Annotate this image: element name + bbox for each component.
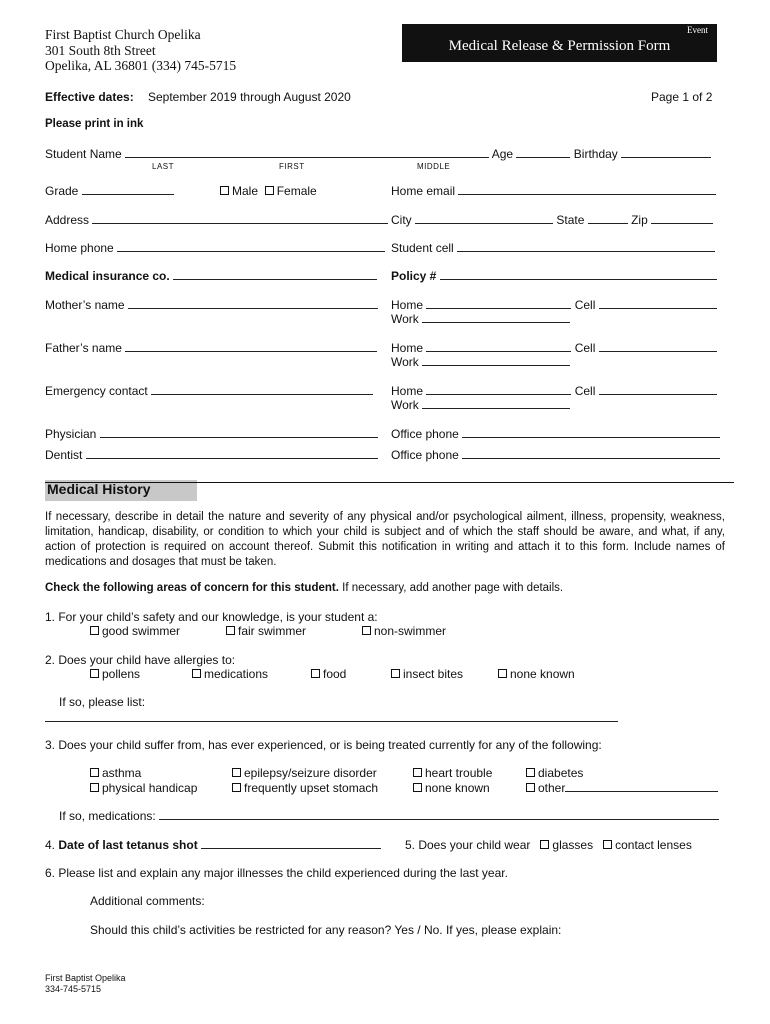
q3-opt-asthma[interactable]	[90, 766, 141, 780]
physician-field[interactable]	[100, 427, 378, 438]
checkbox[interactable]	[90, 626, 99, 635]
student-cell-label: Student cell	[391, 241, 454, 255]
father-phones	[391, 341, 717, 355]
option-label: none known	[510, 667, 575, 681]
instructions-paragraph: If necessary, describe in detail the nature and severity of any physical and/or psychological ailment, illness, propensity, weakness, limitation, handicap, disability, or condition to which your child is subject and of which the staff should be aware, and what, if any, action of protection is required on account thereof. Submit this notification in writing and attach it to this form. Include names of medications and dosages that must be taken.	[45, 511, 725, 568]
father-name-field[interactable]	[125, 341, 377, 352]
contacts-checkbox[interactable]	[603, 840, 612, 849]
q2-text: 2. Does your child have allergies to:	[45, 653, 236, 667]
q3-other-field[interactable]	[565, 781, 718, 792]
q2-list-label: If so, please list:	[59, 695, 146, 709]
student-name-label: Student Name	[45, 147, 122, 161]
grade-field[interactable]	[82, 184, 174, 195]
q1-opt-non[interactable]	[362, 624, 446, 638]
home-phone-group	[45, 241, 385, 255]
dentist-label: Dentist	[45, 448, 83, 462]
father-label: Father’s name	[45, 341, 122, 355]
father-work-group	[391, 355, 570, 369]
dentist-office-group	[391, 448, 720, 462]
q4-label: Date of last tetanus shot	[58, 838, 198, 852]
glasses-label: glasses	[552, 838, 594, 852]
option-label: epilepsy/seizure disorder	[244, 766, 377, 780]
footer-phone: 334-745-5715	[45, 984, 102, 994]
father-cell-label: Cell	[574, 341, 596, 355]
restriction-question: Should this child’s activities be restricted for any reason? Yes / No. If yes, please explain:	[90, 923, 562, 937]
q2-opt-food[interactable]	[311, 667, 346, 681]
home-phone-label: Home phone	[45, 241, 114, 255]
q2-opt-medications[interactable]	[192, 667, 268, 681]
zip-field[interactable]	[651, 213, 713, 224]
option-label: physical handicap	[102, 781, 198, 795]
middle-sublabel: MIDDLE	[417, 162, 451, 171]
q3-opt-epilepsy[interactable]	[232, 766, 377, 780]
policy-label: Policy #	[391, 269, 437, 283]
q1-opt-good[interactable]	[90, 624, 180, 638]
q3-opt-heart[interactable]	[413, 766, 492, 780]
father-group	[45, 341, 377, 355]
form-title-box	[402, 24, 717, 62]
student-cell-group	[391, 241, 715, 255]
org-street: 301 South 8th Street	[45, 42, 156, 58]
home-email-group	[391, 184, 716, 198]
checkbox[interactable]	[526, 783, 535, 792]
checkbox[interactable]	[362, 626, 371, 635]
dentist-office-field[interactable]	[462, 448, 720, 459]
mother-home-field[interactable]	[426, 298, 571, 309]
option-label: fair swimmer	[238, 624, 306, 638]
org-name: First Baptist Church Opelika	[45, 27, 201, 42]
father-home-label: Home	[391, 341, 424, 355]
q3-opt-stomach[interactable]	[232, 781, 378, 795]
print-note: Please print in ink	[45, 118, 144, 130]
emergency-work-group	[391, 398, 570, 412]
tetanus-date-field[interactable]	[201, 838, 381, 849]
mother-work-field[interactable]	[422, 312, 570, 323]
option-label: insect bites	[403, 667, 464, 681]
male-label: Male	[232, 184, 259, 198]
q3-text: 3. Does your child suffer from, has ever experienced, or is being treated currently for any of the following:	[45, 738, 602, 752]
emergency-name-field[interactable]	[151, 384, 373, 395]
mother-label: Mother’s name	[45, 298, 125, 312]
option-label: frequently upset stomach	[244, 781, 379, 795]
student-cell-field[interactable]	[457, 241, 715, 252]
option-label: asthma	[102, 766, 142, 780]
footer-org: First Baptist Opelika	[45, 973, 126, 983]
father-cell-field[interactable]	[599, 341, 717, 352]
last-sublabel: LAST	[152, 162, 175, 171]
org-city-phone: Opelika, AL 36801 (334) 745-5715	[45, 58, 237, 73]
mother-work-label: Work	[391, 312, 419, 326]
emergency-cell-field[interactable]	[599, 384, 717, 395]
home-phone-field[interactable]	[117, 241, 385, 252]
female-label: Female	[276, 184, 317, 198]
emergency-work-field[interactable]	[422, 398, 570, 409]
emergency-group	[45, 384, 373, 398]
emergency-home-field[interactable]	[426, 384, 571, 395]
policy-group	[391, 269, 717, 283]
event-tag: Event	[687, 25, 708, 35]
emergency-work-label: Work	[391, 398, 419, 412]
mother-name-field[interactable]	[128, 298, 378, 309]
emergency-phones	[391, 384, 717, 398]
option-label: non-swimmer	[374, 624, 447, 638]
mother-phones	[391, 298, 717, 312]
org-address-block	[45, 27, 236, 74]
dentist-field[interactable]	[86, 448, 378, 459]
q5-group	[405, 838, 692, 852]
physician-office-label: Office phone	[391, 427, 459, 441]
state-field[interactable]	[588, 213, 628, 224]
home-email-label: Home email	[391, 184, 456, 198]
q1-text: 1. For your child’s safety and our knowledge, is your student a:	[45, 610, 378, 624]
physician-label: Physician	[45, 427, 97, 441]
gender-group	[220, 184, 317, 198]
effective-dates: September 2019 through August 2020	[148, 90, 351, 104]
mother-cell-label: Cell	[574, 298, 596, 312]
birthday-label: Birthday	[573, 147, 618, 161]
option-label: diabetes	[538, 766, 584, 780]
effective-label: Effective dates:	[45, 90, 134, 104]
insurance-field[interactable]	[173, 269, 377, 280]
additional-comments-label: Additional comments:	[90, 894, 205, 908]
insurance-label: Medical insurance co.	[45, 269, 170, 283]
address-field[interactable]	[92, 213, 388, 224]
grade-group	[45, 184, 174, 198]
checkbox[interactable]	[413, 768, 422, 777]
mother-cell-field[interactable]	[599, 298, 717, 309]
q3-meds-label: If so, medications:	[59, 809, 156, 823]
checkbox[interactable]	[526, 768, 535, 777]
emergency-cell-label: Cell	[574, 384, 596, 398]
q1-opt-fair[interactable]	[226, 624, 306, 638]
emergency-label: Emergency contact	[45, 384, 148, 398]
checkbox[interactable]	[413, 783, 422, 792]
city-label: City	[391, 213, 412, 227]
check-instructions	[45, 582, 563, 594]
glasses-checkbox[interactable]	[540, 840, 549, 849]
q3-meds-field[interactable]	[159, 809, 719, 820]
q3-meds-group	[59, 809, 719, 823]
option-label: heart trouble	[425, 766, 493, 780]
physician-office-group	[391, 427, 720, 441]
q2-opt-pollens[interactable]	[90, 667, 140, 681]
q4-number: 4.	[45, 838, 56, 852]
dentist-office-label: Office phone	[391, 448, 459, 462]
student-name-field[interactable]	[125, 147, 489, 158]
form-title: Medical Release & Permission Form	[448, 38, 671, 54]
section-title: Medical History	[47, 481, 151, 497]
birthday-field[interactable]	[621, 147, 711, 158]
father-work-field[interactable]	[422, 355, 570, 366]
state-label: State	[556, 213, 585, 227]
mother-group	[45, 298, 378, 312]
mother-work-group	[391, 312, 570, 326]
policy-field[interactable]	[440, 269, 717, 280]
q6-text: 6. Please list and explain any major illnesses the child experienced during the last year.	[45, 866, 508, 880]
dentist-group	[45, 448, 378, 462]
emergency-home-label: Home	[391, 384, 424, 398]
checkbox[interactable]	[391, 669, 400, 678]
father-work-label: Work	[391, 355, 419, 369]
address-group	[45, 213, 388, 227]
page-number: Page 1 of 2	[651, 90, 713, 104]
option-label: good swimmer	[102, 624, 181, 638]
checkbox[interactable]	[232, 783, 241, 792]
age-label: Age	[491, 147, 514, 161]
address-label: Address	[45, 213, 90, 227]
checkbox[interactable]	[90, 768, 99, 777]
q4-group	[45, 838, 381, 852]
female-checkbox[interactable]	[265, 186, 274, 195]
city-state-zip-group	[391, 213, 713, 227]
check-rest: If necessary, add another page with details.	[338, 582, 564, 594]
option-label: pollens	[102, 667, 141, 681]
checkbox[interactable]	[232, 768, 241, 777]
q2-opt-insect[interactable]	[391, 667, 463, 681]
option-label: other	[538, 781, 566, 795]
q3-opt-diabetes[interactable]	[526, 766, 583, 780]
city-field[interactable]	[415, 213, 553, 224]
checkbox[interactable]	[90, 669, 99, 678]
insurance-group	[45, 269, 377, 283]
contacts-label: contact lenses	[615, 838, 692, 852]
q2-list-field[interactable]	[45, 711, 618, 722]
checkbox[interactable]	[226, 626, 235, 635]
grade-label: Grade	[45, 184, 79, 198]
mother-home-label: Home	[391, 298, 424, 312]
age-field[interactable]	[516, 147, 570, 158]
q2-opt-none[interactable]	[498, 667, 575, 681]
footer	[45, 973, 126, 995]
student-name-row	[45, 147, 711, 161]
male-checkbox[interactable]	[220, 186, 229, 195]
first-sublabel: FIRST	[279, 162, 305, 171]
checkbox[interactable]	[311, 669, 320, 678]
home-email-field[interactable]	[458, 184, 716, 195]
option-label: medications	[204, 667, 269, 681]
checkbox[interactable]	[90, 783, 99, 792]
zip-label: Zip	[631, 213, 648, 227]
option-label: food	[323, 667, 347, 681]
check-bold: Check the following areas of concern for this student.	[45, 582, 339, 594]
q3-opt-handicap[interactable]	[90, 781, 197, 795]
father-home-field[interactable]	[426, 341, 571, 352]
option-label: none known	[425, 781, 490, 795]
checkbox[interactable]	[192, 669, 201, 678]
q3-opt-none[interactable]	[413, 781, 490, 795]
q5-label: 5. Does your child wear	[405, 838, 531, 852]
physician-office-field[interactable]	[462, 427, 720, 438]
checkbox[interactable]	[498, 669, 507, 678]
physician-group	[45, 427, 378, 441]
q3-opt-other[interactable]	[526, 781, 718, 795]
